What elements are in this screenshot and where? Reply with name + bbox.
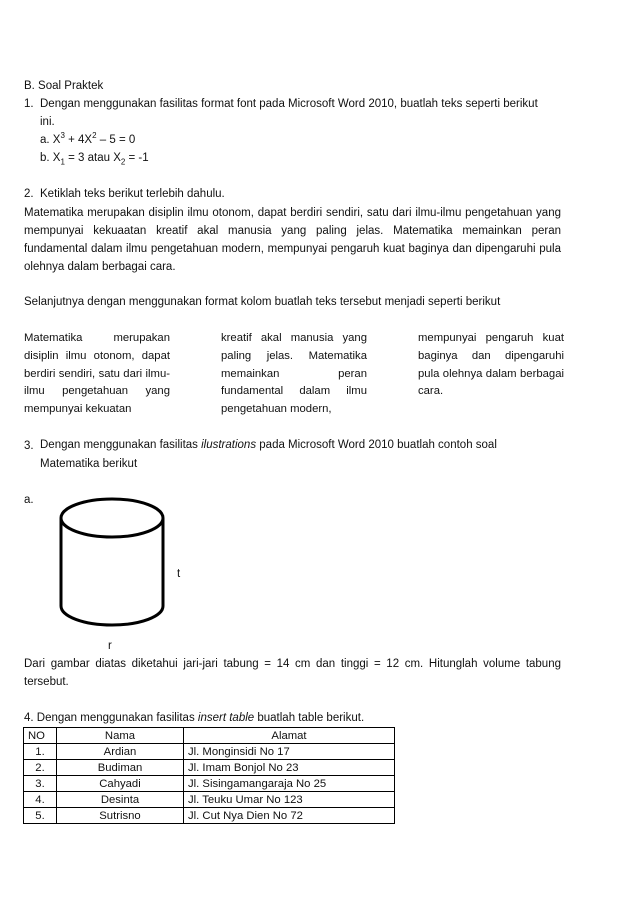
text-column-3: mempunyai pengaruh kuat baginya dan dipengaruhi pula olehnya dalam berbagai cara.: [418, 332, 564, 398]
cylinder-label-t: t: [177, 568, 181, 580]
q1-number: 1.: [24, 98, 34, 110]
cell-nama: Ardian: [57, 744, 184, 760]
cylinder-label-r: r: [108, 640, 112, 652]
cell-nama: Budiman: [57, 760, 184, 776]
q2-number: 2.: [24, 188, 34, 200]
table-row: [24, 760, 395, 776]
cell-nama: Cahyadi: [57, 776, 184, 792]
cell-nama: Desinta: [57, 792, 184, 808]
q1-equation-b: b. $X_1 = 3$ atau $X_2 = -1$: [40, 152, 149, 167]
q3-problem: Dari gambar diatas diketahui jari-jari tabung = 14 cm dan tinggi = 12 cm. Hitunglah volume tabung tersebut.: [24, 658, 561, 688]
cell-no: 5.: [24, 808, 57, 824]
table-header-row: [24, 728, 395, 744]
table-row: [24, 792, 395, 808]
cylinder-illustration: [55, 494, 175, 630]
table-row: [24, 808, 395, 824]
table-row: [24, 744, 395, 760]
cell-no: 4.: [24, 792, 57, 808]
q3-number: 3.: [24, 440, 34, 452]
section-title: B. Soal Praktek: [24, 80, 104, 92]
text-column-1: Matematika merupakan disiplin ilmu otonom, dapat berdiri sendiri, satu dari ilmu-ilmu pengetahuan yang mempunyai kekuatan: [24, 332, 170, 416]
header-nama: Nama: [57, 728, 184, 744]
q1-text-cont: ini.: [40, 116, 55, 128]
q3-text-cont: Matematika berikut: [40, 458, 138, 470]
cell-alamat: Jl. Sisingamangaraja No 25: [184, 776, 395, 792]
cell-no: 3.: [24, 776, 57, 792]
cell-nama: Sutrisno: [57, 808, 184, 824]
text-column-2: kreatif akal manusia yang paling jelas. Matematika memainkan peran fundamental dalam ilmu pengetahuan modern,: [221, 332, 367, 416]
cylinder-top-ellipse: [61, 499, 163, 537]
cylinder-bottom-arc: [61, 606, 163, 625]
q4-text: 4. Dengan menggunakan fasilitas insert table buatlah table berikut.: [24, 712, 365, 724]
address-table: [23, 727, 395, 824]
q1-text: Dengan menggunakan fasilitas format font pada Microsoft Word 2010, buatlah teks seperti berikut: [40, 98, 538, 110]
q1-equation-a: a. $X^3 + 4X^2 - 5 = 0$: [40, 131, 136, 146]
cell-alamat: Jl. Imam Bonjol No 23: [184, 760, 395, 776]
cell-no: 2.: [24, 760, 57, 776]
table-row: [24, 776, 395, 792]
cell-alamat: Jl. Teuku Umar No 123: [184, 792, 395, 808]
q2-paragraph: Matematika merupakan disiplin ilmu otonom, dapat berdiri sendiri, satu dari ilmu-ilmu pengetahuan yang mempunyai kekuaatan kreatif akal manusia yang paling jelas. Matematika memainkan peran fundamental dalam ilmu pengetahuan modern, mempunyai pengaruh kuat baginya dan dipengaruhi pula olehnya dalam berbagai cara.: [24, 207, 561, 273]
q2-instruction: Selanjutnya dengan menggunakan format kolom buatlah teks tersebut menjadi seperti berikut: [24, 296, 501, 308]
q3-text: Dengan menggunakan fasilitas ilustrations pada Microsoft Word 2010 buatlah contoh soal: [40, 439, 497, 451]
header-alamat: Alamat: [184, 728, 395, 744]
header-no: NO: [24, 728, 57, 744]
cell-alamat: Jl. Cut Nya Dien No 72: [184, 808, 395, 824]
cell-no: 1.: [24, 744, 57, 760]
q3-label-a: a.: [24, 494, 34, 506]
q2-text: Ketiklah teks berikut terlebih dahulu.: [40, 188, 225, 200]
cell-alamat: Jl. Monginsidi No 17: [184, 744, 395, 760]
